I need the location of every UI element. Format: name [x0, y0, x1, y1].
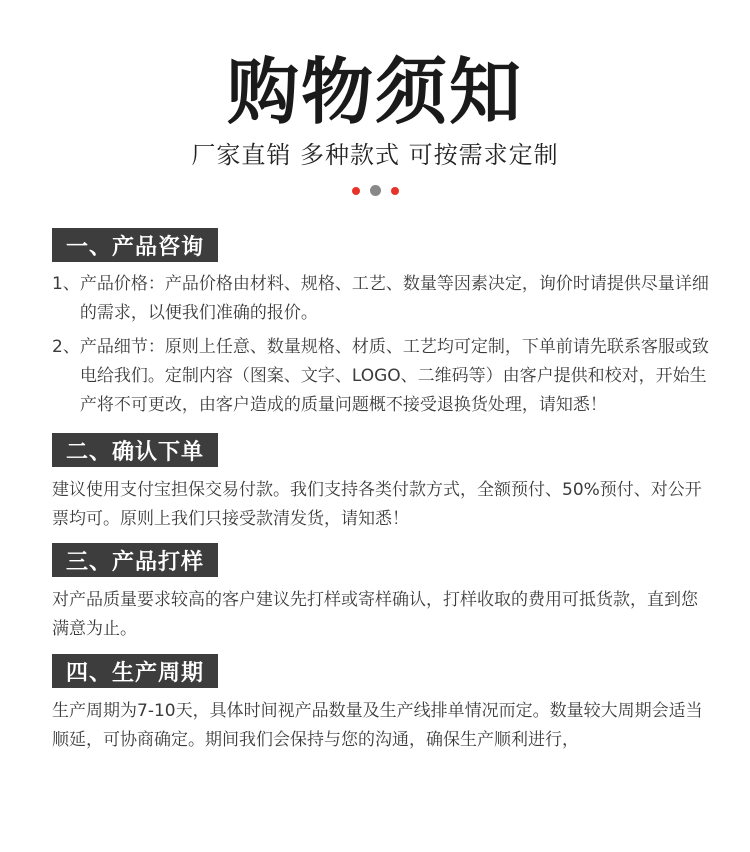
section-heading-production: 四、生产周期 — [52, 654, 218, 688]
section-heading-sample: 三、产品打样 — [52, 543, 218, 577]
red-dot-icon — [352, 187, 360, 195]
section-heading-order: 二、确认下单 — [52, 433, 218, 467]
red-dot-icon — [391, 187, 399, 195]
list-item-text: 产品价格：产品价格由材料、规格、工艺、数量等因素决定，询价时请提供尽量详细的需求，以便我们准确的报价。 — [79, 274, 709, 323]
decorative-dots — [0, 185, 750, 197]
section-body-order: 建议使用支付宝担保交易付款。我们支持各类付款方式，全额预付、50%预付、对公开票均可。原则上我们只接受款清发货，请知悉！ — [52, 480, 702, 529]
section-body-sample: 对产品质量要求较高的客户建议先打样或寄样确认，打样收取的费用可抵货款，直到您满意为止。 — [52, 590, 698, 639]
list-item-number: 2、 — [52, 337, 80, 357]
page-subtitle: 厂家直销 多种款式 可按需求定制 — [191, 141, 559, 169]
section-body-production: 生产周期为7-10天，具体时间视产品数量及生产线排单情况而定。数量较大周期会适当顺延，可协商确定。期间我们会保持与您的沟通，确保生产顺利进行， — [52, 701, 703, 750]
gray-dot-icon — [370, 185, 381, 196]
page-title: 购物须知 — [226, 50, 523, 134]
list-item-text: 产品细节：原则上任意、数量规格、材质、工艺均可定制，下单前请先联系客服或致电给我们。定制内容（图案、文字、LOGO、二维码等）由客户提供和校对，开始生产将不可更改，由客户造成的质量问题概不接受退换货处理，请知悉！ — [79, 337, 709, 415]
list-item — [52, 270, 712, 328]
section-heading-inquiry: 一、产品咨询 — [52, 228, 218, 262]
list-item-number: 1、 — [52, 274, 80, 294]
list-item — [52, 333, 712, 420]
